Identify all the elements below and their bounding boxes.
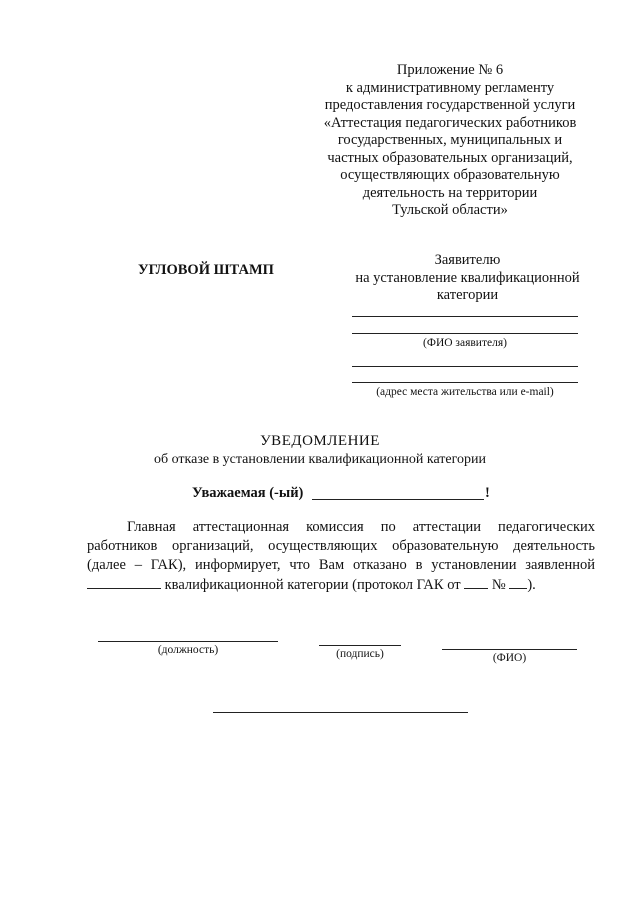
body-line4-text: квалификационной категории (протокол ГАК от: [164, 577, 461, 593]
notice-title: УВЕДОМЛЕНИЕ: [260, 433, 380, 449]
applicant-name-line-2: [352, 333, 578, 334]
addressee-line: Заявителю: [434, 252, 501, 268]
position-caption: (должность): [157, 644, 219, 656]
address-caption: (адрес места жительства или e-mail): [376, 386, 554, 398]
appendix-header: [300, 62, 600, 220]
notice-body: [87, 518, 595, 575]
appendix-line: Тульской области»: [392, 202, 508, 218]
fio-signer-caption: (ФИО): [492, 652, 527, 664]
notice-subtitle: об отказе в установлении квалификационной категории: [153, 452, 487, 467]
protocol-number-sign: №: [491, 577, 506, 593]
applicant-address-line-1: [352, 366, 578, 367]
bottom-line: [213, 712, 468, 713]
signature-caption: (подпись): [336, 648, 384, 660]
addressee-line: на установление квалификационной: [355, 269, 580, 286]
category-blank: [87, 575, 161, 589]
greeting-name-line: [312, 499, 484, 500]
greeting-exclamation: !: [485, 485, 490, 501]
protocol-date-blank: [464, 575, 488, 589]
applicant-address-line-2: [352, 382, 578, 383]
appendix-line: осуществляющих образовательную: [340, 167, 560, 183]
body-line-4: [87, 575, 536, 594]
fio-signer-line: [442, 649, 577, 650]
protocol-number-blank: [509, 575, 527, 589]
position-line: [98, 641, 278, 642]
appendix-line: «Аттестация педагогических работников: [323, 114, 577, 131]
appendix-line: деятельность на территории: [362, 184, 538, 201]
greeting: Уважаемая (-ый): [192, 485, 304, 501]
body-line: (далее – ГАК), информирует, что Вам отказано в установлении заявленной: [87, 557, 595, 573]
appendix-line: предоставления государственной услуги: [324, 97, 576, 113]
addressee-line: категории: [436, 287, 499, 303]
body-line: работников организаций, осуществляющих образовательную деятельность: [87, 538, 595, 554]
appendix-line: к административному регламенту: [345, 79, 555, 96]
applicant-name-line-1: [352, 316, 578, 317]
addressee-block: [345, 252, 590, 305]
body-line4-end: ).: [527, 577, 536, 593]
appendix-line: частных образовательных организаций,: [327, 149, 573, 166]
body-line: Главная аттестационная комиссия по аттестации педагогических: [127, 519, 595, 535]
appendix-line: государственных, муниципальных и: [337, 132, 563, 148]
signature-line: [319, 645, 401, 646]
appendix-line: Приложение № 6: [396, 62, 504, 78]
fio-applicant-caption: (ФИО заявителя): [423, 337, 507, 349]
corner-stamp-label: УГЛОВОЙ ШТАМП: [138, 262, 274, 278]
